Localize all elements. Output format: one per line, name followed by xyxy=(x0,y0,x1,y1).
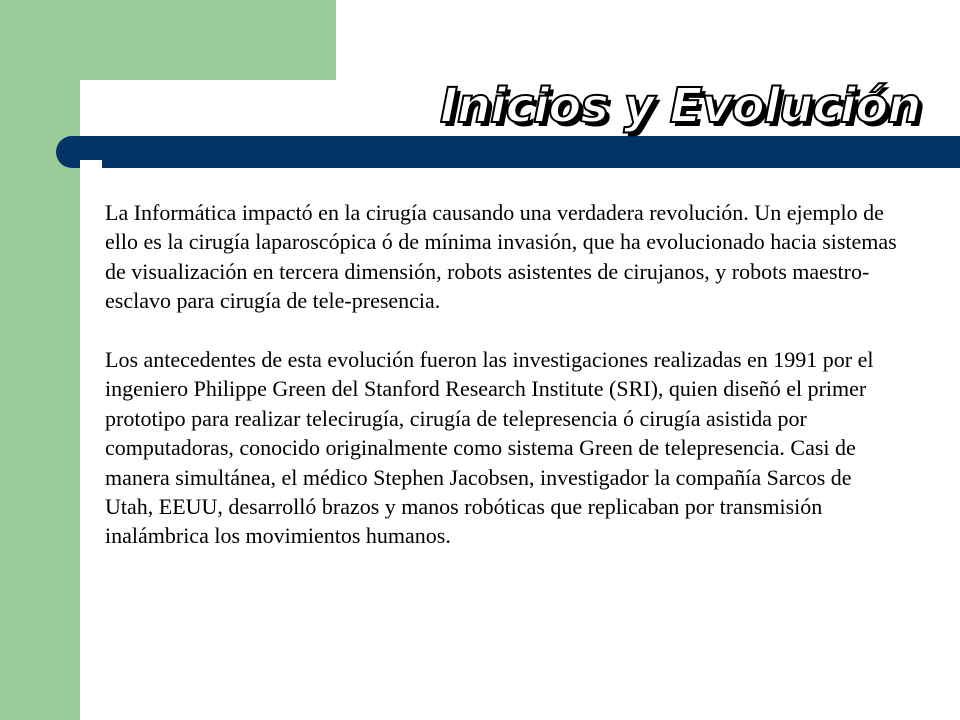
title-bar-notch xyxy=(80,160,102,168)
title-underline-bar xyxy=(56,136,960,168)
top-green-band xyxy=(0,0,336,80)
body-paragraph: La Informática impactó en la cirugía causando una verdadera revolución. Un ejemplo de ello es la cirugía laparoscópica ó de mínima invasión, que ha evolucionado hacia sistemas de visualización en tercera dimensión, robots asistentes de cirujanos, y robots maestro-esclavo para cirugía de tele-presencia. xyxy=(105,200,897,314)
body-paragraph: Los antecedentes de esta evolución fueron las investigaciones realizadas en 1991 por el ingeniero Philippe Green del Stanford Research Institute (SRI), quien diseñó el primer prototipo para realizar telecirugía, cirugía de telepresencia ó cirugía asistida por computadoras, conocido originalmente como sistema Green de telepresencia. Casi de manera simultánea, el médico Stephen Jacobsen, investigador la compañía Sarcos de Utah, EEUU, desarrolló brazos y manos robóticas que replicaban por transmisión inalámbrica los movimientos humanos. xyxy=(105,347,874,549)
slide-body xyxy=(105,198,905,551)
slide-title: Inicios y Evolución xyxy=(440,78,921,134)
left-green-band xyxy=(0,0,80,720)
